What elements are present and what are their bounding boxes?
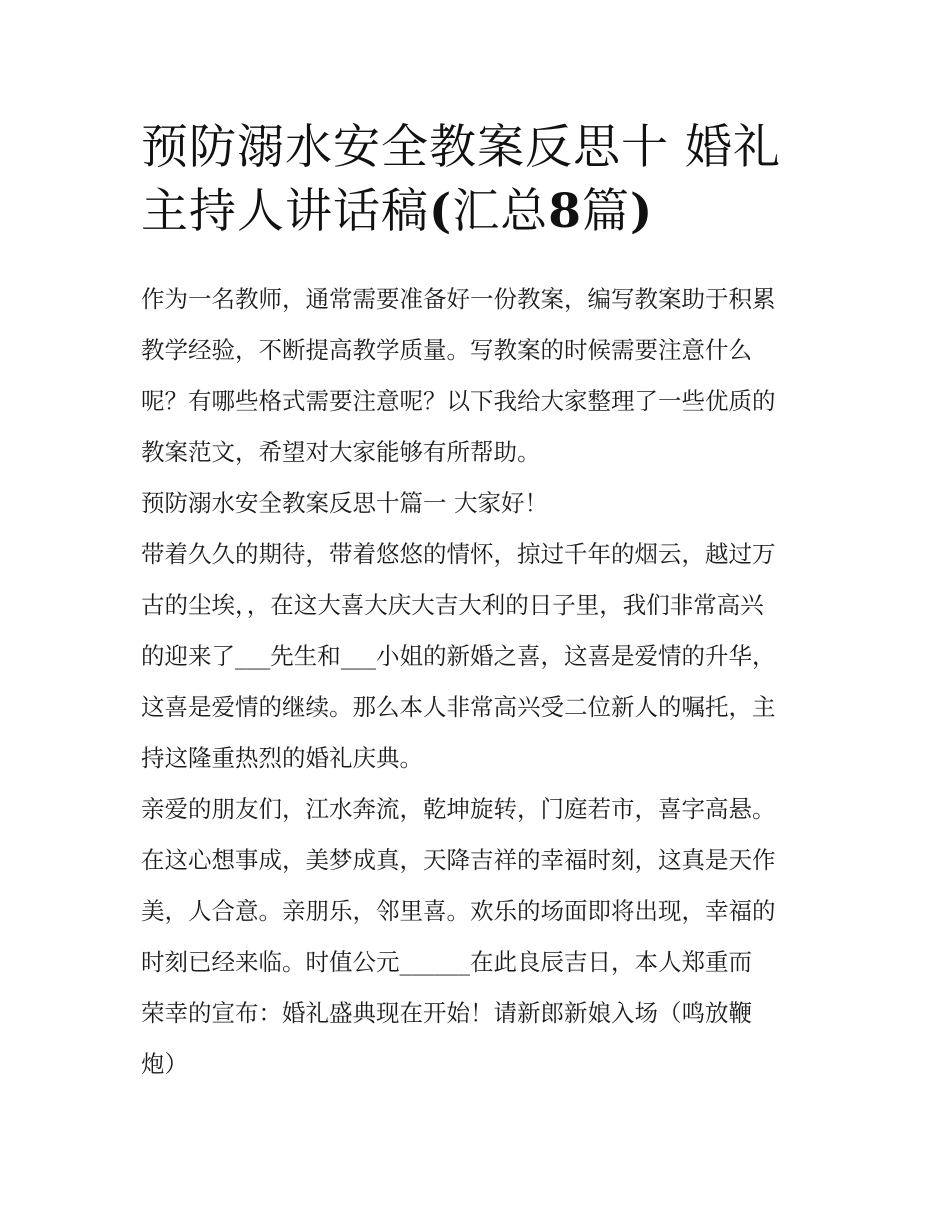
text-line: 这喜是爱情的继续。那么本人非常高兴受二位新人的嘱托，主 xyxy=(141,693,776,721)
text-line: 带着久久的期待，带着悠悠的情怀，掠过千年的烟云，越过万 xyxy=(141,540,776,568)
text-line: 古的尘埃，，在这大喜大庆大吉大利的日子里，我们非常高兴 xyxy=(141,591,764,619)
text-line: 作为一名教师，通常需要准备好一份教案，编写教案助于积累 xyxy=(141,285,776,313)
section-heading-line: 预防溺水安全教案反思十篇一 大家好！ xyxy=(141,489,548,517)
title-close-paren: ) xyxy=(629,184,654,239)
text-line: 时刻已经来临。时值公元______在此良辰吉日，本人郑重而 xyxy=(141,948,752,976)
title-unit-word: 篇 xyxy=(581,184,630,239)
document-body xyxy=(141,274,821,1090)
title-summary-word: 汇总 xyxy=(452,184,549,239)
text-line: 亲爱的朋友们，江水奔流，乾坤旋转，门庭若市，喜字高悬。 xyxy=(141,795,776,823)
text-line: 呢？有哪些格式需要注意呢？以下我给大家整理了一些优质的 xyxy=(141,387,776,415)
document-title xyxy=(141,116,821,244)
text-line: 教案范文，希望对大家能够有所帮助。 xyxy=(141,438,541,466)
text-line: 在这心想事成，美梦成真，天降吉祥的幸福时刻，这真是天作 xyxy=(141,846,776,874)
title-line-2-text: 主持人讲话稿 xyxy=(141,184,429,239)
text-line: 荣幸的宣布：婚礼盛典现在开始！请新郎新娘入场（鸣放鞭 xyxy=(141,999,752,1027)
text-line: 炮） xyxy=(141,1050,188,1078)
text-line: 教学经验，不断提高教学质量。写教案的时候需要注意什么 xyxy=(141,336,752,364)
text-line: 的迎来了___先生和___小姐的新婚之喜，这喜是爱情的升华， xyxy=(141,642,776,670)
title-count: 8 xyxy=(548,184,582,239)
text-line: 持这隆重热烈的婚礼庆典。 xyxy=(141,744,423,772)
text-line: 美，人合意。亲朋乐，邻里喜。欢乐的场面即将出现，幸福的 xyxy=(141,897,776,925)
title-line-1: 预防溺水安全教案反思十 婚礼 xyxy=(141,120,781,175)
title-open-paren: ( xyxy=(429,184,453,239)
